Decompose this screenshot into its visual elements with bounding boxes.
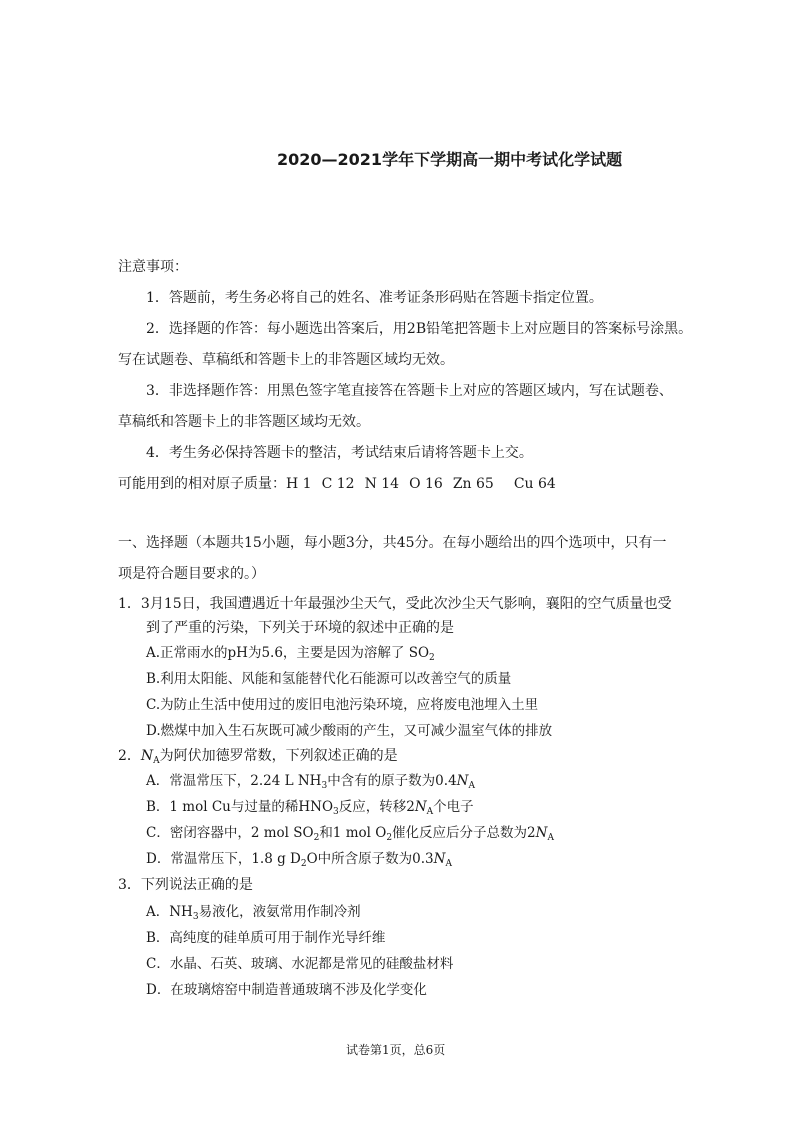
- atomic-mass: N 14: [364, 476, 400, 492]
- question-2-stem: [118, 747, 398, 767]
- notice-item: 2．选择题的作答：每小题选出答案后，用2B铅笔把答题卡上对应题目的答案标号涂黑。: [146, 321, 693, 337]
- subscript: A: [153, 756, 160, 766]
- question-3-stem: 3．下列说法正确的是: [118, 877, 253, 893]
- question-3-option-a: [146, 903, 361, 923]
- option-text: B．1 mol Cu与过量的稀HNO: [146, 799, 334, 815]
- atomic-mass: C 12: [321, 476, 355, 492]
- question-2-option-b: [146, 798, 474, 818]
- notice-item: 4．考生务必保持答题卡的整洁，考试结束后请将答题卡上交。: [146, 445, 533, 461]
- na-symbol: N: [535, 825, 548, 841]
- na-symbol: N: [456, 773, 469, 789]
- atomic-mass: H 1: [286, 476, 312, 492]
- subscript: 2: [429, 653, 435, 663]
- option-text: 易液化，液氨常用作制冷剂: [198, 904, 361, 920]
- na-symbol: N: [433, 851, 446, 867]
- question-3-option-d: D．在玻璃熔窑中制造普通玻璃不涉及化学变化: [146, 982, 427, 998]
- question-1-stem: 1．3月15日，我国遭遇近十年最强沙尘天气，受此次沙尘天气影响，襄阳的空气质量也受: [118, 596, 672, 612]
- atomic-mass: Zn 65: [452, 476, 494, 492]
- subscript: 3: [192, 912, 199, 922]
- option-text: D．常温常压下，1.8 g D: [146, 851, 301, 867]
- question-3-option-c: C．水晶、石英、玻璃、水泥都是常见的硅酸盐材料: [146, 956, 454, 972]
- subscript: A: [445, 859, 452, 869]
- notice-heading: 注意事项：: [118, 259, 188, 275]
- section-header: 项是符合题目要求的。）: [118, 566, 265, 582]
- question-1-option-c: C.为防止生活中使用过的废旧电池污染环境，应将废电池埋入土里: [146, 697, 539, 713]
- subscript: 2: [300, 859, 307, 869]
- question-1-option-b: B.利用太阳能、风能和氢能替代化石能源可以改善空气的质量: [146, 671, 512, 687]
- question-2-option-a: [146, 772, 475, 792]
- option-text: 催化反应后分子总数为2: [392, 825, 536, 841]
- question-3-option-b: B．高纯度的硅单质可用于制作光导纤维: [146, 930, 386, 946]
- question-number: 2．: [118, 748, 141, 764]
- page-title: 2020—2021学年下学期高一期中考试化学试题: [277, 150, 623, 169]
- question-2-option-d: [146, 850, 452, 870]
- option-text: A．常温常压下，2.24 L NH: [146, 773, 322, 789]
- option-text: 个电子: [433, 799, 474, 815]
- option-text: A.正常雨水的pH为5.6，主要是因为溶解了 SO: [146, 645, 430, 661]
- stem-text: 为阿伏加德罗常数，下列叙述正确的是: [159, 748, 398, 764]
- subscript: 3: [333, 807, 339, 817]
- subscript: A: [468, 781, 475, 791]
- option-text: 反应，转移2: [338, 799, 415, 815]
- question-1-option-d: D.燃煤中加入生石灰既可减少酸雨的产生，又可减少温室气体的排放: [146, 723, 553, 739]
- subscript: A: [547, 833, 554, 843]
- atomic-mass-line: [118, 475, 556, 493]
- question-2-option-c: [146, 824, 554, 844]
- subscript: A: [426, 807, 434, 817]
- subscript: 2: [386, 833, 393, 843]
- option-text: O中所含原子数为0.3: [306, 851, 434, 867]
- subscript: 2: [313, 833, 320, 843]
- question-1-stem: 到了严重的污染，下列关于环境的叙述中正确的是: [146, 620, 454, 636]
- notice-item: 3．非选择题作答：用黑色签字笔直接答在答题卡上对应的答题区域内，写在试题卷、: [146, 383, 673, 399]
- na-symbol: N: [140, 748, 154, 764]
- notice-item: 1．答题前，考生务必将自己的姓名、准考证条形码贴在答题卡指定位置。: [146, 290, 603, 306]
- notice-item: 草稿纸和答题卡上的非答题区域均无效。: [118, 414, 370, 430]
- atomic-mass-label: 可能用到的相对原子质量：: [118, 476, 286, 492]
- subscript: 3: [321, 781, 328, 791]
- notice-item: 写在试题卷、草稿纸和答题卡上的非答题区域均无效。: [118, 352, 454, 368]
- option-text: C．密闭容器中，2 mol SO: [146, 825, 314, 841]
- option-text: A．NH: [146, 904, 193, 920]
- option-text: 中含有的原子数为0.4: [327, 773, 457, 789]
- section-header: 一、选择题（本题共15小题，每小题3分，共45分。在每小题给出的四个选项中，只有一: [118, 535, 667, 551]
- page-footer: 试卷第1页，总6页: [346, 1043, 446, 1057]
- na-symbol: N: [414, 799, 427, 815]
- atomic-mass: O 16: [409, 476, 443, 492]
- atomic-mass: Cu 64: [513, 476, 556, 492]
- question-1-option-a: [146, 644, 435, 664]
- option-text: 和1 mol O: [319, 825, 387, 841]
